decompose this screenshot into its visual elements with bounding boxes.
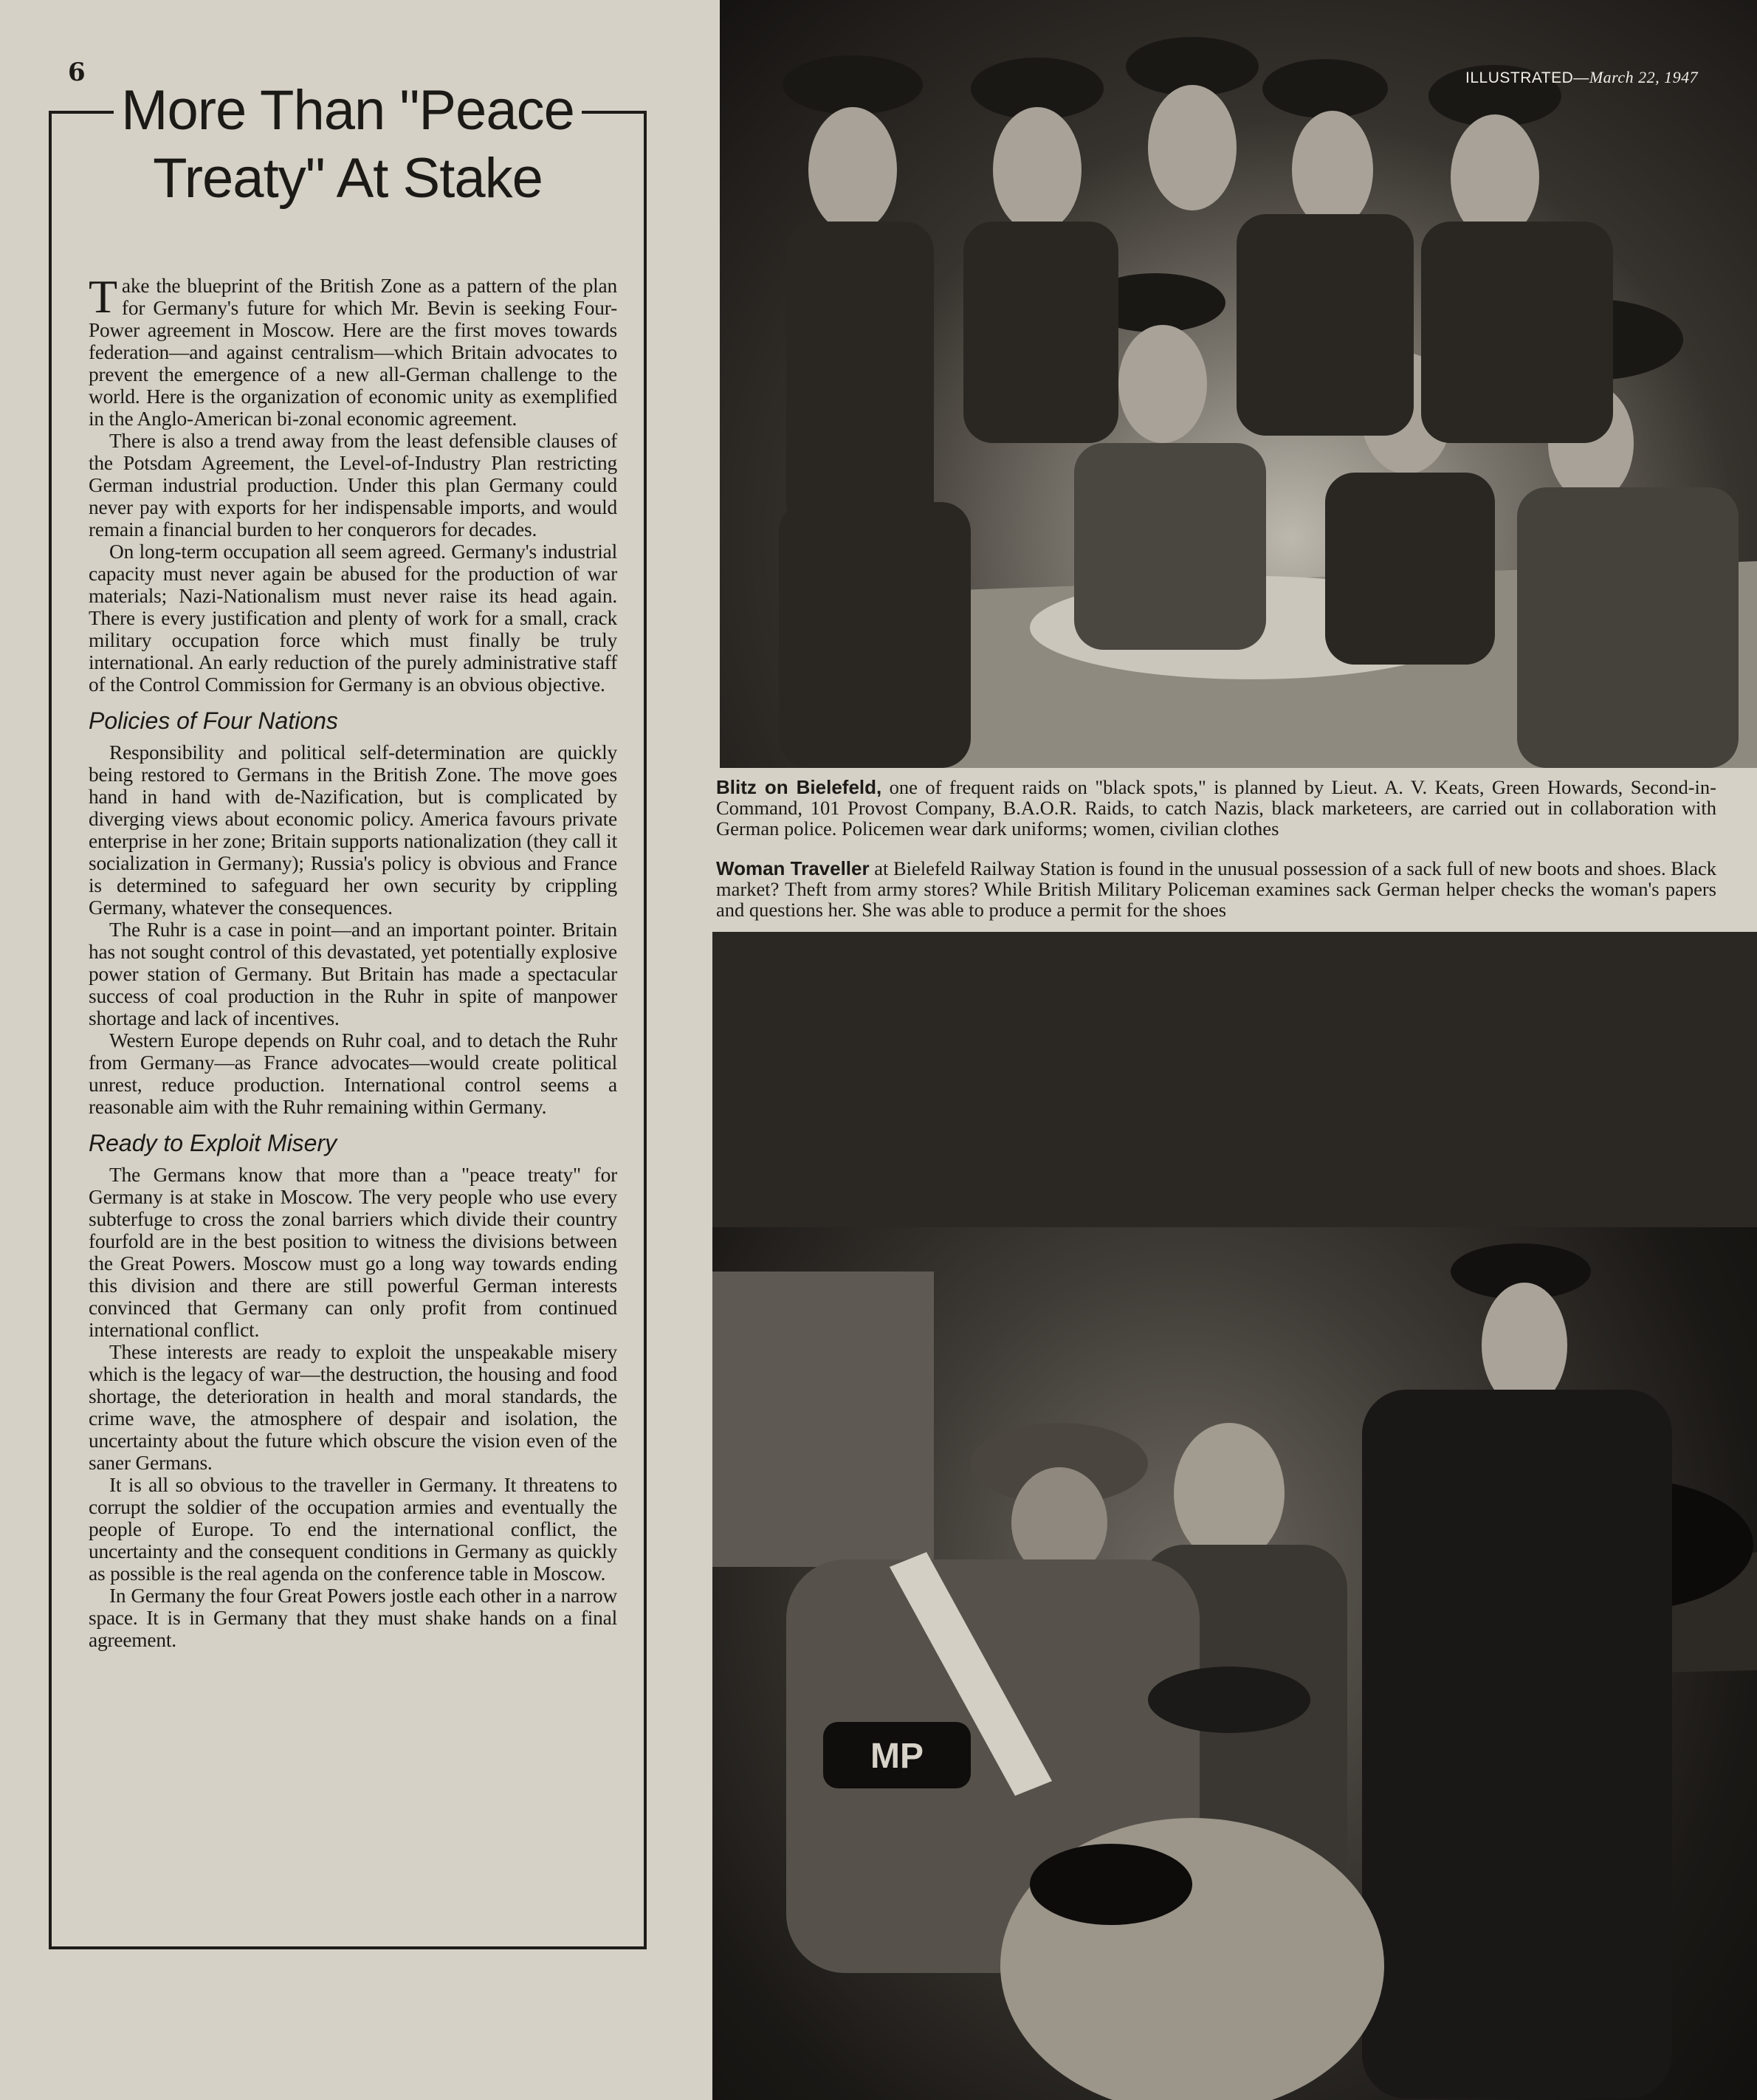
caption-lead: Blitz on Bielefeld,: [716, 776, 882, 798]
paragraph: On long-term occupation all seem agreed. Germany's industrial capacity must never again be abused for the production of war materials; Nazi-Nationalism must never raise its head again. There is every justification and plenty of work for a small, crack military occupation force which must finally be truly international. An early reduction of the purely administrative staff of the Control Commission for Germany is an obvious objective.: [89, 541, 617, 696]
paragraph: The Ruhr is a case in point—and an important pointer. Britain has not sought control of this devastated, yet potentially explosive power station of Germany. But Britain has made a spectacular success of coal production in the Ruhr in spite of manpower shortage and lack of incentives.: [89, 919, 617, 1029]
paragraph: It is all so obvious to the traveller in Germany. It threatens to corrupt the soldier of the occupation armies and eventually the people of Europe. To end the international conflict, the uncertainty and the consequent conditions in Germany as quickly as possible is the real agenda on the conference table in Moscow.: [89, 1474, 617, 1585]
photo-woman-traveller: [712, 932, 1757, 2100]
section-heading-policies: Policies of Four Nations: [89, 707, 338, 734]
photo-raid-planning: [720, 0, 1757, 768]
article-title-line-2: Treaty" At Stake: [145, 145, 550, 213]
article-title-line-1: More Than "Peace: [114, 77, 582, 145]
photo-raid-planning-illustration: [720, 0, 1757, 768]
paragraph: Western Europe depends on Ruhr coal, and to detach the Ruhr from Germany—as France advocates—would create political unrest, reduce production. International control seems a reasonable aim with the Ruhr remaining within Germany.: [89, 1029, 617, 1118]
paragraph: There is also a trend away from the least defensible clauses of the Potsdam Agreement, the Level-of-Industry Plan restricting German industrial production. Under this plan Germany could never pay with exports for her indispensable imports, and would remain a financial burden to her conquerors for decades.: [89, 430, 617, 541]
caption-lead: Woman Traveller: [716, 857, 870, 879]
article-title: [52, 77, 644, 213]
dateline: [1465, 68, 1698, 87]
magazine-name: ILLUSTRATED—: [1465, 69, 1589, 86]
article-box: [49, 79, 647, 1949]
section-heading-misery: Ready to Exploit Misery: [89, 1130, 337, 1156]
caption-woman-traveller: [716, 858, 1716, 920]
paragraph: Responsibility and political self-determination are quickly being restored to Germans in the British Zone. The move goes hand in hand with de-Nazification, but is complicated by diverging views about economic policy. America favours private enterprise in her zone; Britain supports nationalization (they call it socialization in Germany); Russia's policy is obvious and France is determined to safeguard her own security by crippling Germany, whatever the consequences.: [89, 741, 617, 919]
paragraph: In Germany the four Great Powers jostle each other in a narrow space. It is in Germany that they must shake hands on a final agreement.: [89, 1585, 617, 1651]
issue-date: March 22, 1947: [1589, 68, 1699, 86]
caption-text: one of frequent raids on "black spots," is planned by Lieut. A. V. Keats, Green Howards, Second-in-Command, 101 Provost Company, B.A.O.R. Raids, to catch Nazis, black marketeers, are carried out in collaboration with German police. Policemen wear dark uniforms; women, civilian clothes: [716, 776, 1716, 840]
paragraph: These interests are ready to exploit the unspeakable misery which is the legacy of war—the destruction, the housing and food shortage, the deterioration in health and moral standards, the crime wave, the atmosphere of despair and isolation, the uncertainty about the future which obscure the vision even of the saner Germans.: [89, 1341, 617, 1474]
article-body: [89, 270, 617, 1651]
paragraph: The Germans know that more than a "peace treaty" for Germany is at stake in Moscow. The very people who use every subterfuge to cross the zonal barriers which divide their country fourfold are in the best position to witness the divisions between the Great Powers. Moscow must go a long way towards ending this division and there are still powerful German interests convinced that Germany can only profit from continued international conflict.: [89, 1164, 617, 1341]
paragraph: Take the blueprint of the British Zone as a pattern of the plan for Germany's future for which Mr. Bevin is seeking Four-Power agreement in Moscow. Here are the first moves towards federation—and against centralism—which Britain advocates to prevent the emergence of a new all-German challenge to the world. Here is the organization of economic unity as exemplified in the Anglo-American bi-zonal economic agreement.: [89, 270, 617, 430]
mp-armband-text: MP: [870, 1737, 924, 1776]
caption-text: at Bielefeld Railway Station is found in the unusual possession of a sack full of new boots and shoes. Black market? Theft from army stores? While British Military Policeman examines sack German helper checks the woman's papers and questions her. She was able to produce a permit for the shoes: [716, 857, 1717, 921]
caption-raid-planning: [716, 777, 1716, 839]
photo-woman-traveller-illustration: [712, 932, 1757, 2100]
page-number: 6: [68, 58, 86, 87]
